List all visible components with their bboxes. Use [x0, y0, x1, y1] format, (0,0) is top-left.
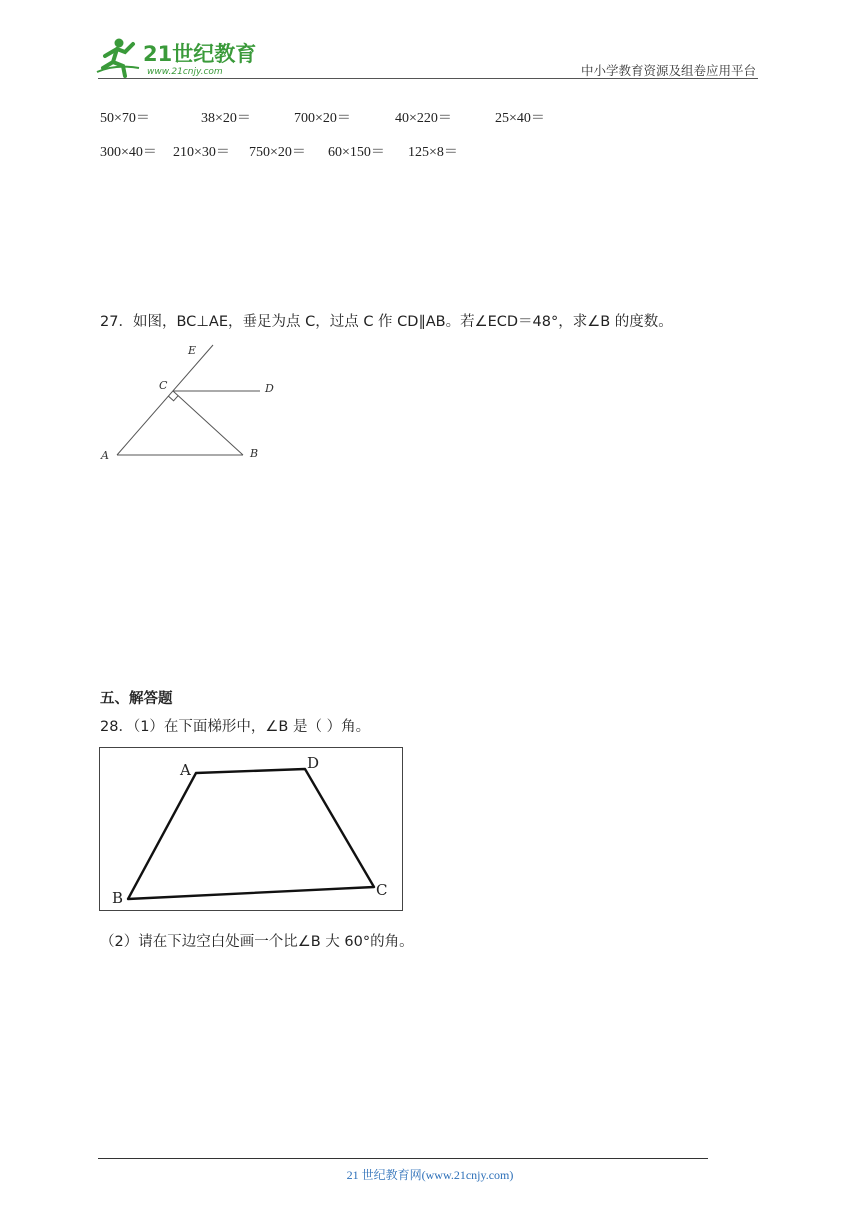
trapezoid-shape [128, 769, 374, 899]
logo-runner-icon [95, 34, 265, 78]
label-a: A [180, 761, 191, 779]
calc-item: 25×40＝ [495, 111, 545, 126]
question-28-part1: 28．（1）在下面梯形中，∠B 是（ ）角。 [100, 719, 371, 735]
right-angle-mark [169, 396, 179, 401]
footer-text[interactable]: 21 世纪教育网(www.21cnjy.com) [346, 1168, 514, 1182]
line-ae [117, 345, 213, 455]
calc-item: 750×20＝ [249, 145, 306, 160]
triangle-figure [95, 338, 295, 468]
label-a: A [101, 449, 109, 462]
label-e: E [188, 344, 197, 357]
calc-item: 50×70＝ [100, 111, 150, 126]
calc-item: 700×20＝ [294, 111, 351, 126]
header-divider [98, 78, 758, 79]
question-27-text: 27．如图，BC⊥AE，垂足为点 C，过点 C 作 CD∥AB。若∠ECD＝48°，求∠B 的度数。 [100, 314, 673, 330]
calc-item: 125×8＝ [408, 145, 458, 160]
logo-brand-text: 21世纪教育 [143, 42, 257, 66]
line-cb [173, 391, 243, 455]
label-d: D [307, 754, 320, 772]
label-b: B [250, 447, 259, 460]
calc-item: 40×220＝ [395, 111, 452, 126]
label-c: C [159, 379, 168, 392]
calc-item: 38×20＝ [201, 111, 251, 126]
site-name: 中小学教育资源及组卷应用平台 [580, 63, 756, 78]
calc-item: 210×30＝ [173, 145, 230, 160]
logo-url-text: www.21cnjy.com [147, 67, 223, 77]
question-28-part2: （2）请在下边空白处画一个比∠B 大 60°的角。 [100, 934, 414, 950]
label-b: B [112, 889, 124, 907]
label-c: C [376, 881, 388, 899]
calc-item: 300×40＝ [100, 145, 157, 160]
footer-divider [98, 1158, 708, 1159]
label-d: D [265, 382, 274, 395]
section-title: 五、解答题 [100, 691, 173, 707]
logo [95, 34, 265, 78]
calc-item: 60×150＝ [328, 145, 385, 160]
trapezoid-figure [99, 747, 404, 912]
